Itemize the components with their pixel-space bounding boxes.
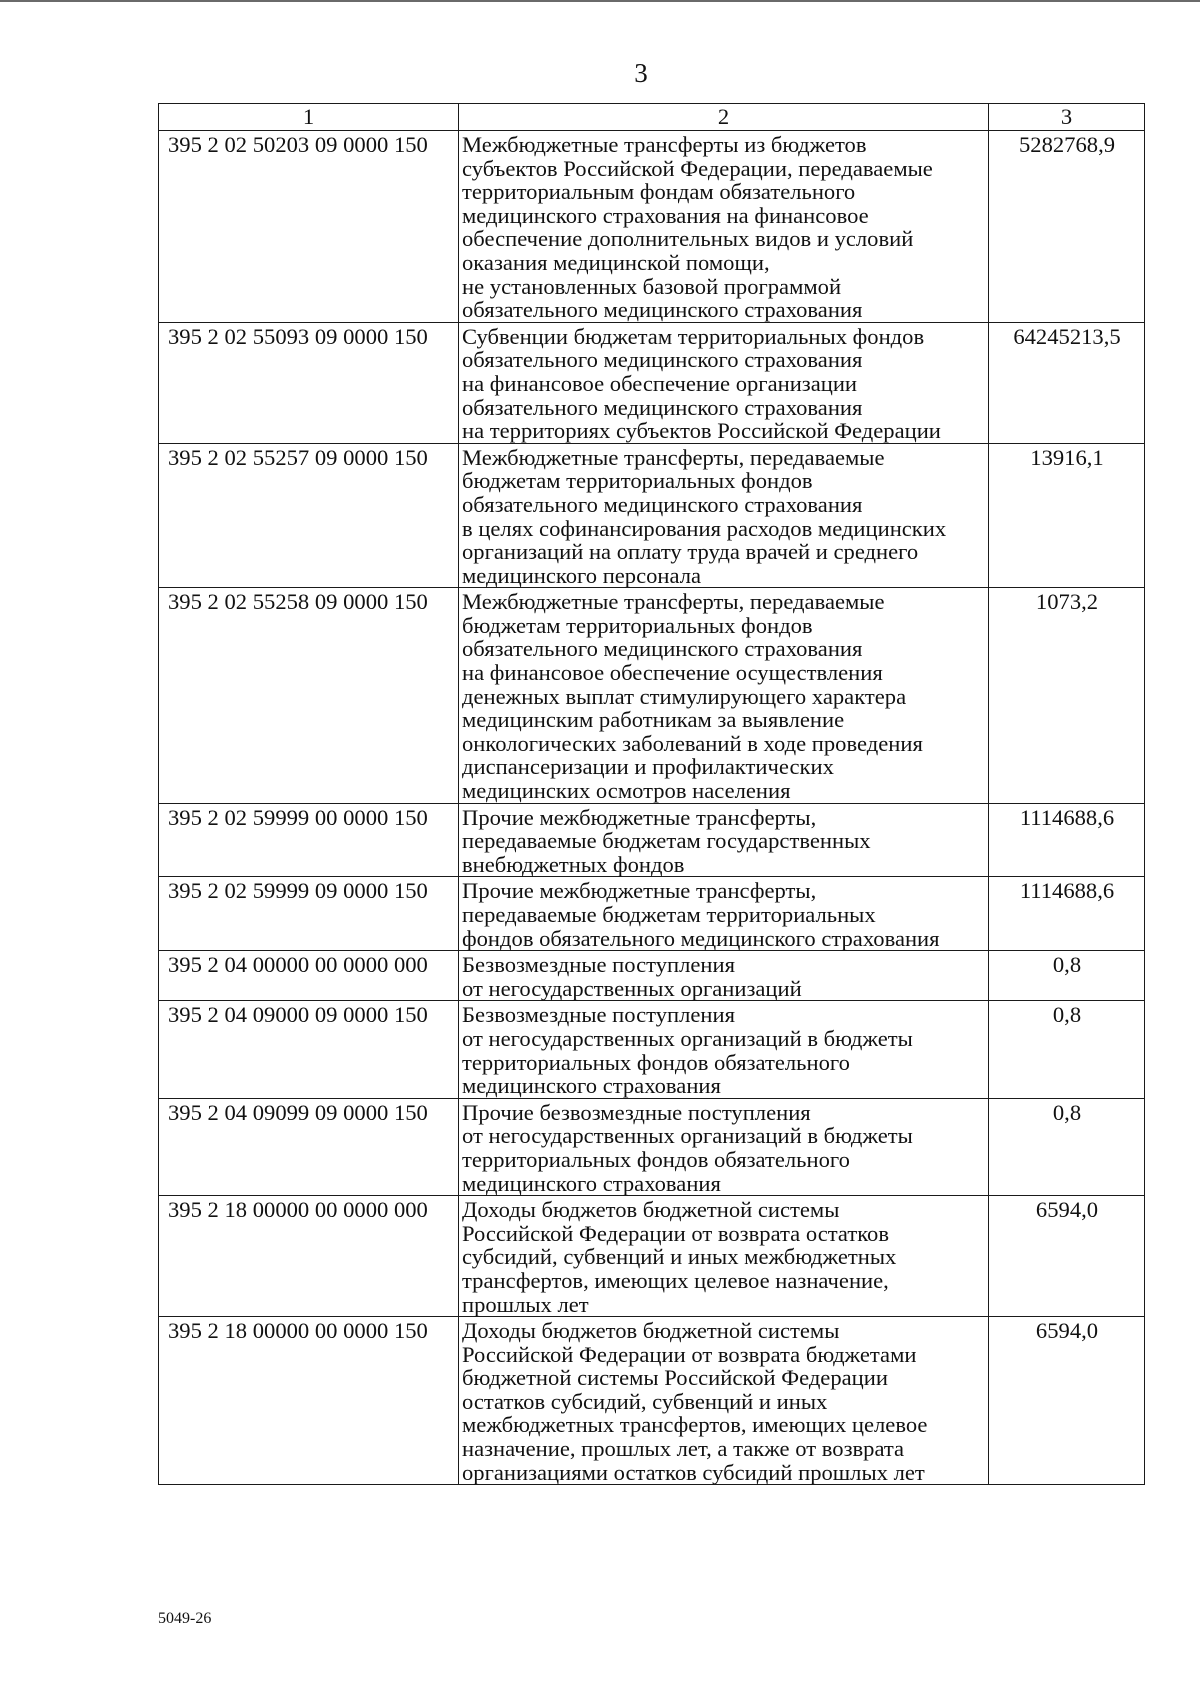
amount-cell: 1114688,6 [989, 877, 1145, 951]
description-cell: Прочие безвозмездные поступления от негосударственных организаций в бюджеты территориальных фондов обязательного медицинского страхования [459, 1098, 989, 1195]
column-header-amount: 3 [989, 104, 1145, 131]
budget-code-cell: 395 2 02 50203 09 0000 150 [159, 131, 459, 323]
table-row [159, 1196, 1145, 1317]
budget-code-cell: 395 2 02 55093 09 0000 150 [159, 322, 459, 443]
column-header-description: 2 [459, 104, 989, 131]
budget-code-cell: 395 2 02 55257 09 0000 150 [159, 443, 459, 588]
table-row [159, 1317, 1145, 1485]
amount-cell: 1114688,6 [989, 803, 1145, 877]
scan-top-edge [0, 0, 1200, 2]
amount-cell: 6594,0 [989, 1317, 1145, 1485]
amount-cell: 1073,2 [989, 588, 1145, 803]
description-cell: Субвенции бюджетам территориальных фондов обязательного медицинского страхования на финансовое обеспечение организации обязательного медицинского страхования на территориях субъектов Российской Федерации [459, 322, 989, 443]
amount-cell: 0,8 [989, 1001, 1145, 1098]
document-code: 5049-26 [158, 1610, 212, 1627]
table-row [159, 951, 1145, 1001]
description-cell: Доходы бюджетов бюджетной системы Российской Федерации от возврата остатков субсидий, субвенций и иных межбюджетных трансфертов, имеющих целевое назначение, прошлых лет [459, 1196, 989, 1317]
amount-cell: 13916,1 [989, 443, 1145, 588]
amount-cell: 64245213,5 [989, 322, 1145, 443]
budget-code-cell: 395 2 02 59999 00 0000 150 [159, 803, 459, 877]
table-body [159, 131, 1145, 1485]
amount-cell: 0,8 [989, 951, 1145, 1001]
description-cell: Прочие межбюджетные трансферты, передаваемые бюджетам государственных внебюджетных фондов [459, 803, 989, 877]
budget-code-cell: 395 2 04 00000 00 0000 000 [159, 951, 459, 1001]
table-row [159, 877, 1145, 951]
table-row [159, 443, 1145, 588]
budget-code-cell: 395 2 18 00000 00 0000 150 [159, 1317, 459, 1485]
budget-code-cell: 395 2 18 00000 00 0000 000 [159, 1196, 459, 1317]
description-cell: Прочие межбюджетные трансферты, передаваемые бюджетам территориальных фондов обязательного медицинского страхования [459, 877, 989, 951]
description-cell: Межбюджетные трансферты, передаваемые бюджетам территориальных фондов обязательного медицинского страхования в целях софинансирования расходов медицинских организаций на оплату труда врачей и среднего медицинского персонала [459, 443, 989, 588]
amount-cell: 5282768,9 [989, 131, 1145, 323]
revenue-table [158, 103, 1145, 1485]
table-row [159, 1098, 1145, 1195]
description-cell: Безвозмездные поступления от негосударственных организаций в бюджеты территориальных фондов обязательного медицинского страхования [459, 1001, 989, 1098]
budget-code-cell: 395 2 02 55258 09 0000 150 [159, 588, 459, 803]
page-number: 3 [634, 58, 648, 88]
amount-cell: 0,8 [989, 1098, 1145, 1195]
description-cell: Безвозмездные поступления от негосударственных организаций [459, 951, 989, 1001]
description-cell: Межбюджетные трансферты, передаваемые бюджетам территориальных фондов обязательного медицинского страхования на финансовое обеспечение осуществления денежных выплат стимулирующего характера медицинским работникам за выявление онкологических заболеваний в ходе проведения диспансеризации и профилактических медицинских осмотров населения [459, 588, 989, 803]
budget-code-cell: 395 2 04 09000 09 0000 150 [159, 1001, 459, 1098]
column-header-code: 1 [159, 104, 459, 131]
table-row [159, 588, 1145, 803]
table-row [159, 322, 1145, 443]
description-cell: Доходы бюджетов бюджетной системы Российской Федерации от возврата бюджетами бюджетной системы Российской Федерации остатков субсидий, субвенций и иных межбюджетных трансфертов, имеющих целевое назначение, прошлых лет, а также от возврата организациями остатков субсидий прошлых лет [459, 1317, 989, 1485]
table-row [159, 803, 1145, 877]
description-cell: Межбюджетные трансферты из бюджетов субъектов Российской Федерации, передаваемые территориальным фондам обязательного медицинского страхования на финансовое обеспечение дополнительных видов и условий оказания медицинской помощи, не установленных базовой программой обязательного медицинского страхования [459, 131, 989, 323]
budget-code-cell: 395 2 04 09099 09 0000 150 [159, 1098, 459, 1195]
table-header-row [159, 104, 1145, 131]
budget-code-cell: 395 2 02 59999 09 0000 150 [159, 877, 459, 951]
table-row [159, 131, 1145, 323]
amount-cell: 6594,0 [989, 1196, 1145, 1317]
table-row [159, 1001, 1145, 1098]
